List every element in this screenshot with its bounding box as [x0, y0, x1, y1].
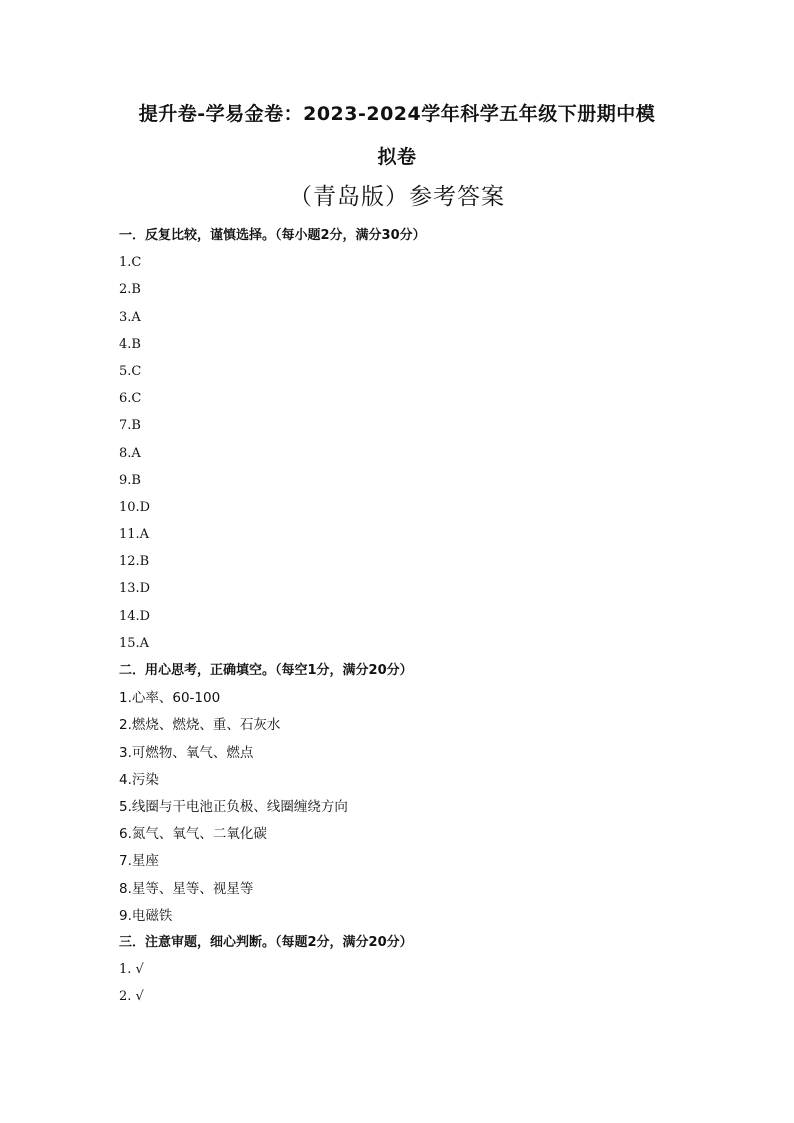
- section-heading-judgement: 三．注意审题，细心判断。（每题2分，满分20分）: [119, 934, 413, 950]
- answer-item: 1.心率、60-100: [119, 690, 221, 707]
- answer-item: 6.氮气、氧气、二氧化碳: [119, 826, 267, 843]
- document-title-line2: 拟卷: [377, 146, 417, 168]
- answer-item: 2. √: [119, 989, 144, 1005]
- answer-item: 4.B: [119, 336, 141, 352]
- answer-item: 2.B: [119, 282, 141, 298]
- answer-item: 1.C: [119, 255, 142, 271]
- answer-item: 1. √: [119, 962, 144, 978]
- answer-item: 8.星等、星等、视星等: [119, 880, 254, 897]
- answer-item: 3.A: [119, 309, 141, 325]
- answer-item: 11.A: [119, 527, 150, 543]
- answer-item: 14.D: [119, 608, 151, 624]
- answer-item: 12.B: [119, 554, 150, 570]
- answer-item: 5.线圈与干电池正负极、线圈缠绕方向: [119, 798, 348, 815]
- answer-item: 5.C: [119, 363, 142, 379]
- answer-item: 7.B: [119, 418, 141, 434]
- answer-item: 9.B: [119, 472, 141, 488]
- answer-item: 8.A: [119, 445, 141, 461]
- document-title-line1: 提升卷-学易金卷：2023-2024学年科学五年级下册期中模: [138, 103, 656, 125]
- answer-item: 9.电磁铁: [119, 907, 173, 924]
- document-subtitle: （青岛版）参考答案: [289, 184, 505, 210]
- answer-item: 6.C: [119, 391, 142, 407]
- answer-item: 4.污染: [119, 771, 159, 788]
- section-heading-choice: 一．反复比较，谨慎选择。（每小题2分，满分30分）: [119, 228, 426, 243]
- answer-item: 7.星座: [119, 853, 159, 870]
- answer-content: [119, 226, 739, 1014]
- answer-item: 10.D: [119, 499, 151, 515]
- answer-item: 13.D: [119, 581, 151, 597]
- section-heading-fill-in: 二．用心思考，正确填空。（每空1分，满分20分）: [119, 663, 413, 678]
- answer-item: 3.可燃物、氧气、燃点: [119, 744, 254, 761]
- answer-item: 2.燃烧、燃烧、重、石灰水: [119, 717, 281, 734]
- answer-item: 15.A: [119, 635, 150, 651]
